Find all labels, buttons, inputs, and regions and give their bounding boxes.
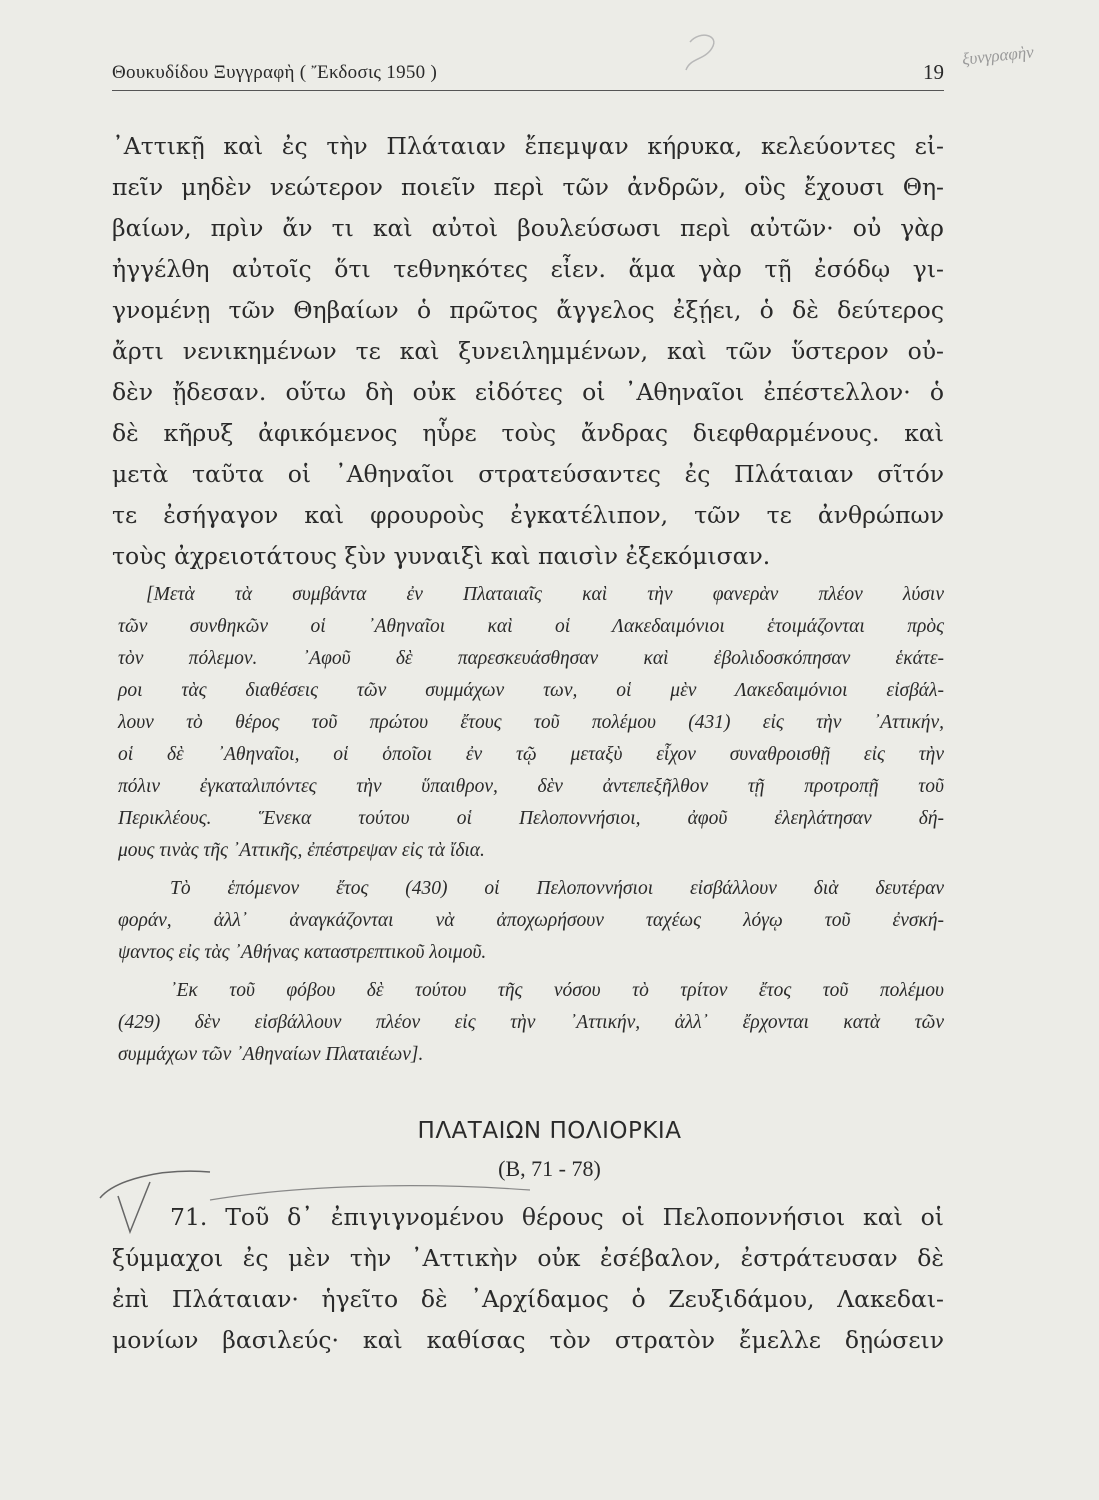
text-line: μετὰ ταῦτα οἱ ᾿Αθηναῖοι στρατεύσαντες ἐς Πλάταιαν σῖτόν [112, 460, 944, 488]
pencil-tick [118, 1182, 150, 1232]
margin-handwritten-note: ξυνγραφὴν [961, 42, 1035, 69]
commentary-line: [Μετὰ τὰ συμβάντα ἐν Πλαταιαῖς καὶ τὴν φανερὰν πλέον λύσιν [146, 584, 944, 605]
section-title: ΠΛΑΤΑΙΩΝ ΠΟΛΙΟΡΚΙΑ [417, 1118, 682, 1144]
commentary-line: συμμάχων τῶν ᾿Αθηναίων Πλαταιέων]. [118, 1044, 424, 1065]
text-line: δὲν ᾔδεσαν. οὕτω δὴ οὐκ εἰδότες οἱ ᾿Αθηναῖοι ἐπέστελλον· ὁ [112, 378, 944, 406]
pencil-checkmark [100, 1171, 210, 1198]
commentary-line: ᾿Εκ τοῦ φόβου δὲ τούτου τῆς νόσου τὸ τρίτον ἔτος τοῦ πολέμου [170, 980, 944, 1001]
text-line: τε ἐσήγαγον καὶ φρουροὺς ἐγκατέλιπον, τῶν τε ἀνθρώπων [112, 501, 944, 529]
text-line: τοὺς ἀχρειοτάτους ξὺν γυναιξὶ καὶ παισὶν ἐξεκόμισαν. [112, 542, 771, 570]
text-line: πεῖν μηδὲν νεώτερον ποιεῖν περὶ τῶν ἀνδρῶν, οὓς ἔχουσι Θη- [112, 173, 944, 201]
commentary-line: ροι τὰς διαθέσεις τῶν συμμάχων των, οἱ μὲν Λακεδαιμόνιοι εἰσβάλ- [118, 680, 944, 701]
text-line: βαίων, πρὶν ἄν τι καὶ αὐτοὶ βουλεύσωσι περὶ αὐτῶν· οὐ γὰρ [112, 214, 944, 242]
commentary-line: οἱ δὲ ᾿Αθηναῖοι, οἱ ὁποῖοι ἐν τῷ μεταξὺ εἶχον συναθροισθῇ εἰς τὴν [118, 744, 944, 765]
commentary-line: μους τινὰς τῆς ᾿Αττικῆς, ἐπέστρεψαν εἰς τὰ ἴδια. [118, 840, 485, 861]
pencil-scribble-top [686, 35, 714, 70]
commentary-line: ψαντος εἰς τὰς ᾿Αθήνας καταστρεπτικοῦ λοιμοῦ. [118, 942, 487, 963]
commentary-line: (429) δὲν εἰσβάλλουν πλέον εἰς τὴν ᾿Αττικήν, ἀλλ᾿ ἔρχονται κατὰ τῶν [118, 1012, 944, 1033]
commentary-line: λουν τὸ θέρος τοῦ πρώτου ἔτους τοῦ πολέμου (431) εἰς τὴν ᾿Αττικήν, [118, 712, 944, 733]
text-line: ἄρτι νενικημένων τε καὶ ξυνειλημμένων, καὶ τῶν ὕστερον οὐ- [112, 337, 944, 365]
text-line: ᾿Αττικῇ καὶ ἐς τὴν Πλάταιαν ἔπεμψαν κήρυκα, κελεύοντες εἰ- [112, 132, 944, 160]
text-line: δὲ κῆρυξ ἀφικόμενος ηὗρε τοὺς ἄνδρας διεφθαρμένους. καὶ [112, 419, 944, 447]
header-title: Θουκυδίδου Ξυγγραφὴ ( Ἔκδοσις 1950 ) [112, 62, 438, 83]
commentary-line: πόλιν ἐγκαταλιπόντες τὴν ὕπαιθρον, δὲν ἀντεπεξῆλθον τῇ προτροπῇ τοῦ [118, 776, 944, 797]
chapter-line: 71. Τοῦ δ᾿ ἐπιγιγνομένου θέρους οἱ Πελοποννήσιοι καὶ οἱ [170, 1203, 944, 1231]
chapter-line: ξύμμαχοι ἐς μὲν τὴν ᾿Αττικὴν οὐκ ἐσέβαλον, ἐστράτευσαν δὲ [112, 1244, 944, 1272]
pencil-underline [210, 1186, 530, 1200]
text-line: ἠγγέλθη αὐτοῖς ὅτι τεθνηκότες εἶεν. ἅμα γὰρ τῇ ἐσόδῳ γι- [112, 255, 944, 283]
commentary-line: φοράν, ἀλλ᾿ ἀναγκάζονται νὰ ἀποχωρήσουν ταχέως λόγῳ τοῦ ἐνσκή- [118, 910, 944, 931]
section-subtitle: (Β, 71 - 78) [498, 1156, 601, 1181]
commentary-line: τῶν συνθηκῶν οἱ ᾿Αθηναῖοι καὶ οἱ Λακεδαιμόνιοι ἑτοιμάζονται πρὸς [118, 616, 944, 637]
chapter-line: ἐπὶ Πλάταιαν· ἡγεῖτο δὲ ᾿Αρχίδαμος ὁ Ζευξιδάμου, Λακεδαι- [112, 1285, 944, 1313]
chapter-line: μονίων βασιλεύς· καὶ καθίσας τὸν στρατὸν ἔμελλε δῃώσειν [112, 1326, 944, 1354]
page-number: 19 [923, 60, 944, 84]
text-line: γνομένῃ τῶν Θηβαίων ὁ πρῶτος ἄγγελος ἐξῄει, ὁ δὲ δεύτερος [112, 296, 944, 324]
commentary-line: Περικλέους. Ἕνεκα τούτου οἱ Πελοποννήσιοι, ἀφοῦ ἐλεηλάτησαν δή- [118, 808, 944, 829]
commentary-line: τὸν πόλεμον. ᾿Αφοῦ δὲ παρεσκευάσθησαν καὶ ἐβολιδοσκόπησαν ἑκάτε- [118, 648, 944, 669]
commentary-line: Τὸ ἑπόμενον ἔτος (430) οἱ Πελοποννήσιοι εἰσβάλλουν διὰ δευτέραν [170, 878, 944, 899]
